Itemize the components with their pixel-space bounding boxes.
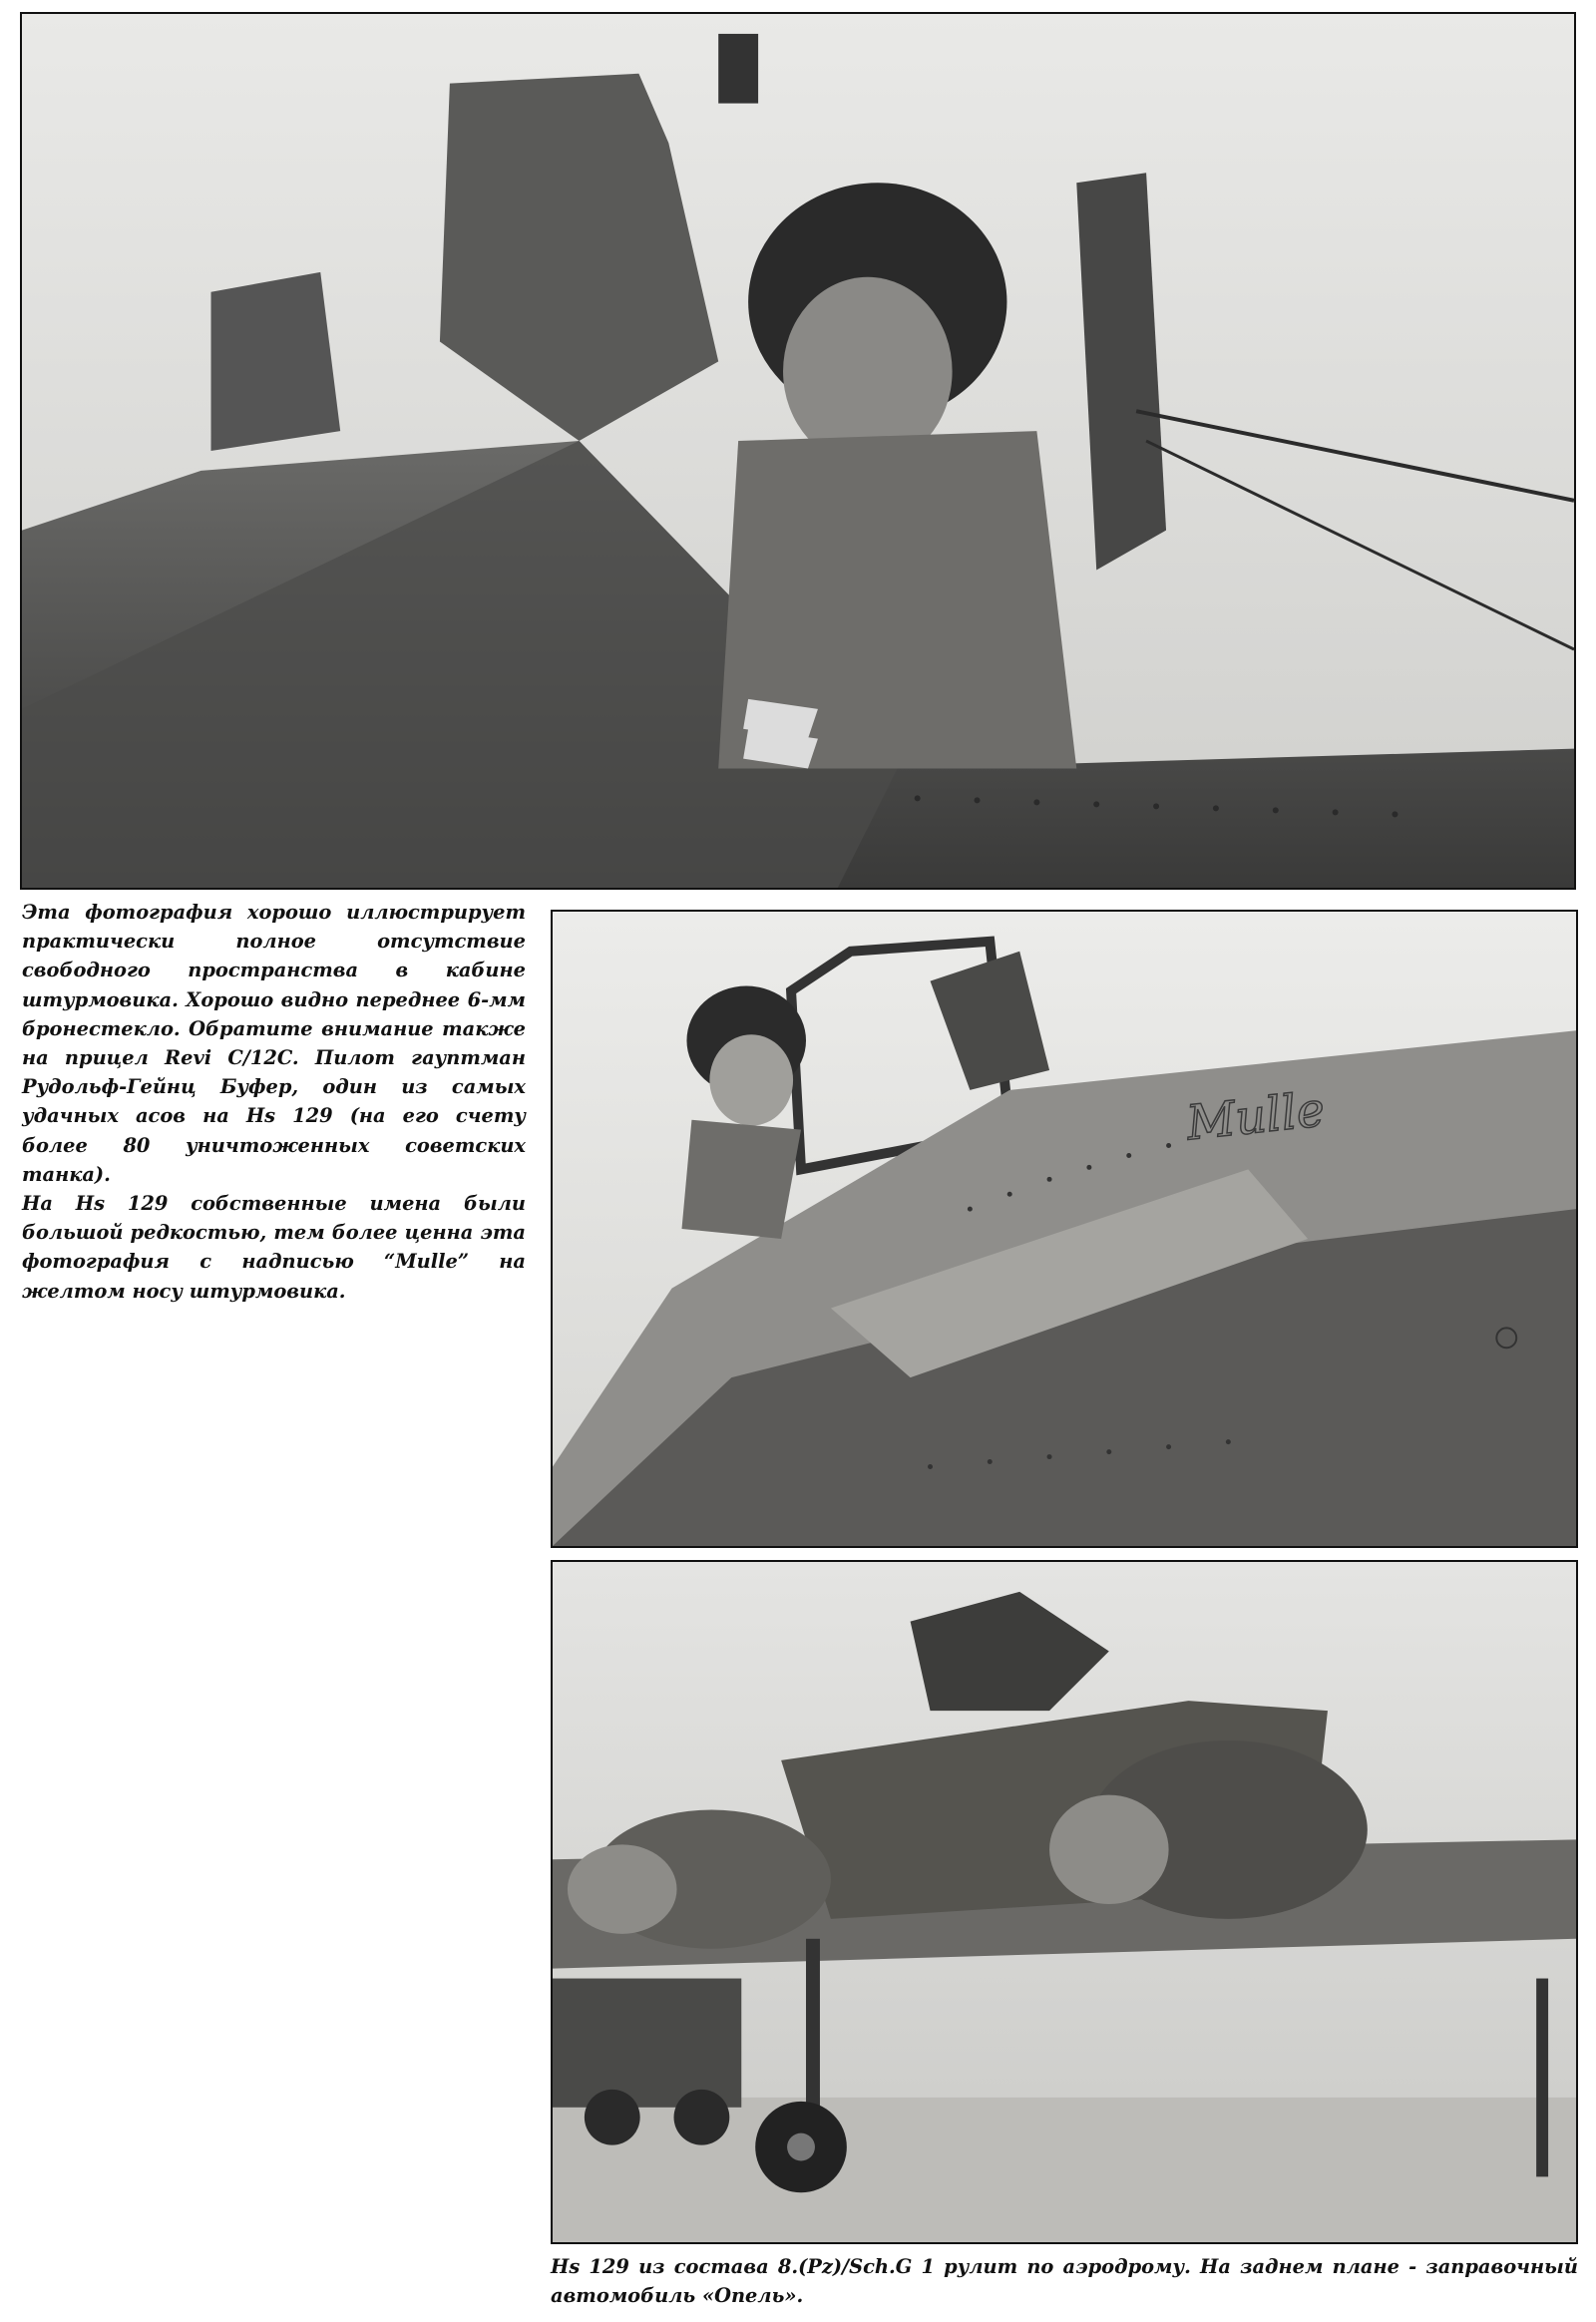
caption-left-paragraph-2: На Hs 129 собственные имена были большой редкостью, тем более ценна эта фотография с надписью “Mulle” на желтом носу штурмовика. bbox=[22, 1192, 526, 1303]
photo-pilot-in-cockpit bbox=[20, 12, 1576, 890]
photo-hs129-taxiing bbox=[551, 1560, 1578, 2244]
caption-left-block bbox=[22, 898, 526, 1306]
photo-mulle-nose bbox=[551, 910, 1578, 1548]
caption-left-paragraph-1: Эта фотография хорошо иллюстрирует практически полное отсутствие свободного пространства в кабине штурмовика. Хорошо видно переднее 6-мм бронестекло. Обратите внимание также на прицел Revi C/12C. Пилот гауптман Рудольф-Гейнц Буфер, один из самых удачных асов на Hs 129 (на его счету более 80 уничтоженных советских танка). bbox=[22, 901, 526, 1186]
caption-bottom: Hs 129 из состава 8.(Pz)/Sch.G 1 рулит по аэродрому. На заднем плане - заправочный автомобиль «Опель». bbox=[551, 2255, 1578, 2307]
nose-lettering-mulle: Mulle bbox=[1184, 1082, 1328, 1152]
